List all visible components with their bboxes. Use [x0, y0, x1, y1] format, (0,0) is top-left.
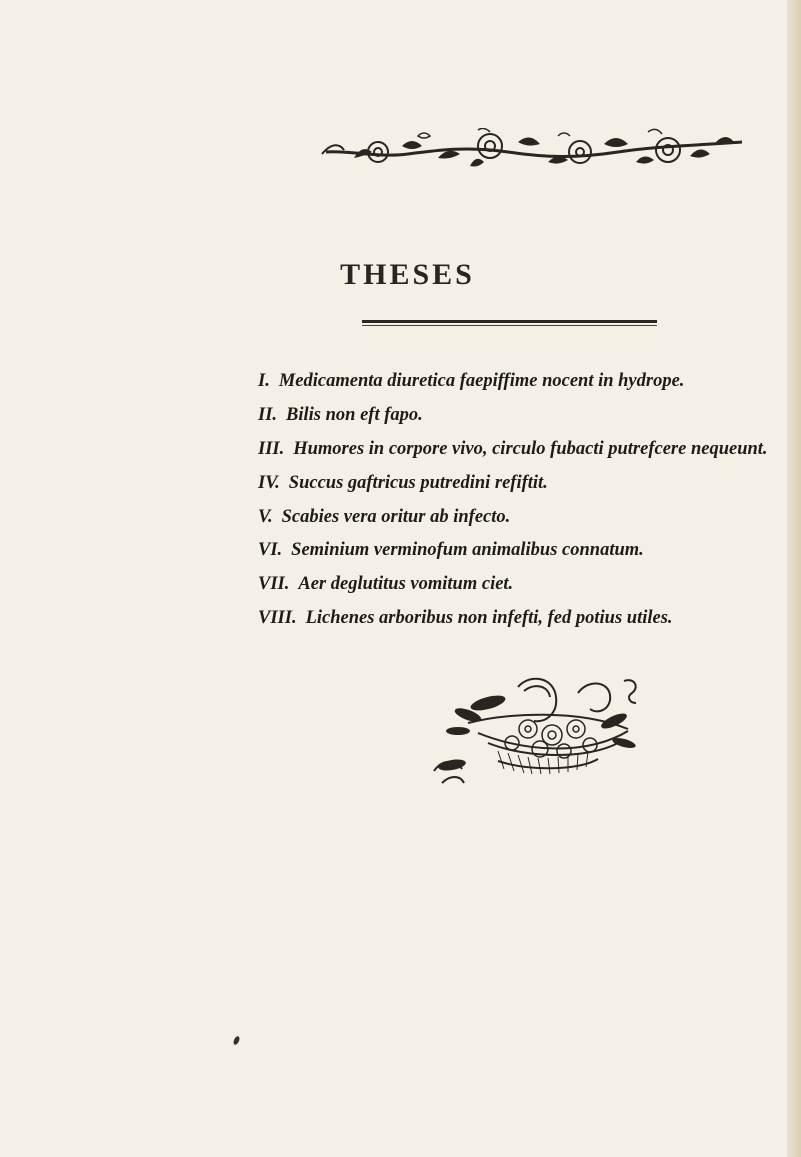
thesis-text: Bilis non eft fapo.: [286, 404, 423, 425]
thesis-item: [258, 501, 798, 535]
thesis-item: [258, 602, 798, 636]
thesis-numeral: III.: [258, 438, 285, 459]
flower-basket-ornament: [428, 673, 650, 785]
thesis-numeral: VIII.: [258, 608, 297, 629]
thesis-numeral: IV.: [258, 472, 280, 493]
title-rule-thick: [362, 320, 657, 323]
thesis-item: [258, 399, 798, 433]
thesis-item: [258, 568, 798, 602]
thesis-numeral: II.: [258, 404, 278, 425]
thesis-item: [258, 433, 798, 467]
theses-list: [258, 365, 798, 636]
thesis-numeral: I.: [258, 371, 270, 391]
thesis-text: Seminium verminofum animalibus connatum.: [291, 540, 644, 561]
ink-speck: [232, 1035, 240, 1045]
title-rule-thin: [362, 325, 657, 326]
thesis-numeral: V.: [258, 506, 273, 527]
thesis-item: [258, 365, 798, 399]
page-title: THESES: [340, 258, 475, 291]
thesis-item: [258, 467, 798, 501]
thesis-numeral: VII.: [258, 574, 290, 595]
thesis-text: Succus gaftricus putredini refiftit.: [288, 472, 548, 493]
thesis-text: Medicamenta diuretica faepiffime nocent in hydrope.: [278, 371, 685, 391]
thesis-item: [258, 534, 798, 568]
thesis-text: Lichenes arboribus non infefti, fed potius utiles.: [305, 608, 673, 629]
thesis-text: Humores in corpore vivo, circulo fubacti putrefcere nequeunt.: [293, 438, 768, 459]
thesis-numeral: VI.: [258, 540, 283, 561]
thesis-text: Scabies vera oritur ab infecto.: [281, 506, 511, 527]
floral-garland-ornament: [318, 128, 750, 178]
thesis-text: Aer deglutitus vomitum ciet.: [298, 574, 514, 595]
